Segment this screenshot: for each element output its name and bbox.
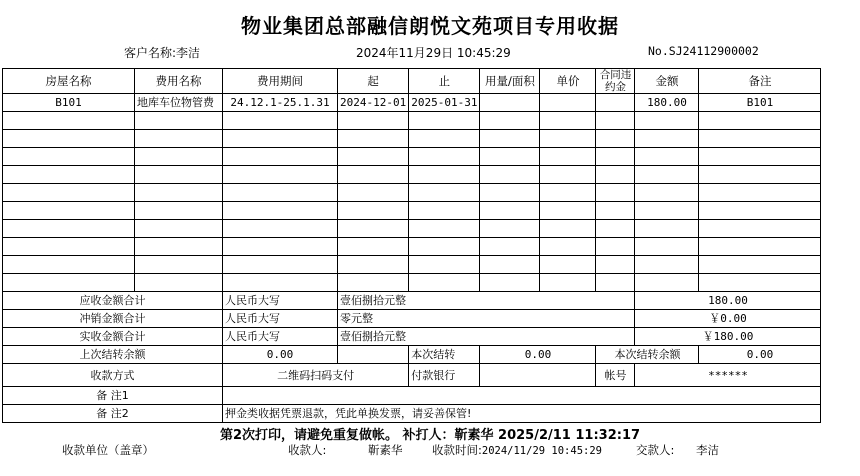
note2-value: 押金类收据凭票退款，凭此单换发票，请妥善保管! [223, 405, 821, 423]
this-balance-label: 本次结转余额 [596, 346, 699, 364]
note2-label: 备 注2 [3, 405, 223, 423]
cell-amount: 180.00 [635, 94, 699, 112]
col-fee-name: 费用名称 [135, 69, 223, 94]
empty-row [3, 112, 821, 130]
empty-row [3, 274, 821, 292]
offset-total-row [3, 310, 821, 328]
receipt-title: 物业集团总部融信朗悦文苑项目专用收据 [241, 14, 619, 38]
rmb-upper-label: 人民币大写 [223, 310, 338, 328]
col-house-name: 房屋名称 [3, 69, 135, 94]
payment-bank-label: 付款银行 [409, 364, 480, 387]
table-header [3, 69, 821, 94]
payment-method-label: 收款方式 [3, 364, 223, 387]
account-value: ****** [635, 364, 821, 387]
reprint-notice: 第2次打印，请避免重复做帐。 补打人：靳素华 2025/2/11 11:32:17 [219, 428, 641, 443]
receivable-label: 应收金额合计 [3, 292, 223, 310]
receivable-total-row [3, 292, 821, 310]
customer-label: 客户名称: [124, 46, 177, 60]
empty-row [3, 166, 821, 184]
empty-row [3, 148, 821, 166]
empty-row [3, 184, 821, 202]
empty-row [3, 220, 821, 238]
receipt-table [2, 68, 821, 423]
offset-label: 冲销金额合计 [3, 310, 223, 328]
col-amount: 金额 [635, 69, 699, 94]
receivable-amount: 180.00 [635, 292, 821, 310]
this-transfer-value: 0.00 [480, 346, 596, 364]
last-balance-value: 0.00 [223, 346, 338, 364]
balance-row [3, 346, 821, 364]
this-balance-value: 0.00 [699, 346, 821, 364]
empty-row [3, 130, 821, 148]
collecting-unit-label: 收款单位（盖章） [62, 443, 154, 457]
payee-label: 收款人: [288, 443, 327, 457]
empty-row [3, 238, 821, 256]
offset-upper: 零元整 [338, 310, 635, 328]
cell-remark: B101 [699, 94, 821, 112]
customer-info [124, 44, 200, 61]
cell-price [540, 94, 596, 112]
payer-label: 交款人: [636, 443, 675, 457]
col-price: 单价 [540, 69, 596, 94]
table-row [3, 94, 821, 112]
empty-row [3, 256, 821, 274]
collect-time-label: 收款时间: [432, 443, 482, 457]
cell-period: 24.12.1-25.1.31 [223, 94, 338, 112]
actual-label: 实收金额合计 [3, 328, 223, 346]
rmb-upper-label: 人民币大写 [223, 328, 338, 346]
last-balance-label: 上次结转余额 [3, 346, 223, 364]
col-start: 起 [338, 69, 409, 94]
payment-bank-value [480, 364, 596, 387]
payer-name: 李洁 [696, 443, 719, 457]
account-label: 帐号 [596, 364, 635, 387]
payment-method-value: 二维码扫码支付 [223, 364, 409, 387]
offset-amount: ￥0.00 [635, 310, 821, 328]
rmb-upper-label: 人民币大写 [223, 292, 338, 310]
note1-row [3, 387, 821, 405]
cell-usage [480, 94, 540, 112]
receipt-number: No.SJ24112900002 [648, 44, 759, 58]
note1-value [223, 387, 821, 405]
actual-upper: 壹佰捌拾元整 [338, 328, 635, 346]
cell-penalty [596, 94, 635, 112]
col-fee-period: 费用期间 [223, 69, 338, 94]
collect-time-value: 2024/11/29 10:45:29 [481, 445, 602, 457]
cell-fee: 地库车位物管费 [135, 94, 223, 112]
cell-start: 2024-12-01 [338, 94, 409, 112]
actual-amount: ￥180.00 [635, 328, 821, 346]
payee-name: 靳素华 [368, 443, 403, 457]
empty-row [3, 202, 821, 220]
this-transfer-label: 本次结转 [409, 346, 480, 364]
col-usage: 用量/面积 [480, 69, 540, 94]
note2-row [3, 405, 821, 423]
col-end: 止 [409, 69, 480, 94]
note1-label: 备 注1 [3, 387, 223, 405]
collect-time [432, 442, 602, 458]
customer-name: 李洁 [176, 46, 201, 60]
receipt-datetime: 2024年11月29日 10:45:29 [356, 46, 511, 60]
receivable-upper: 壹佰捌拾元整 [338, 292, 635, 310]
col-remark: 备注 [699, 69, 821, 94]
balance-spacer [338, 346, 409, 364]
cell-house: B101 [3, 94, 135, 112]
payment-row [3, 364, 821, 387]
actual-total-row [3, 328, 821, 346]
col-penalty: 合同违约金 [596, 69, 635, 94]
cell-end: 2025-01-31 [409, 94, 480, 112]
